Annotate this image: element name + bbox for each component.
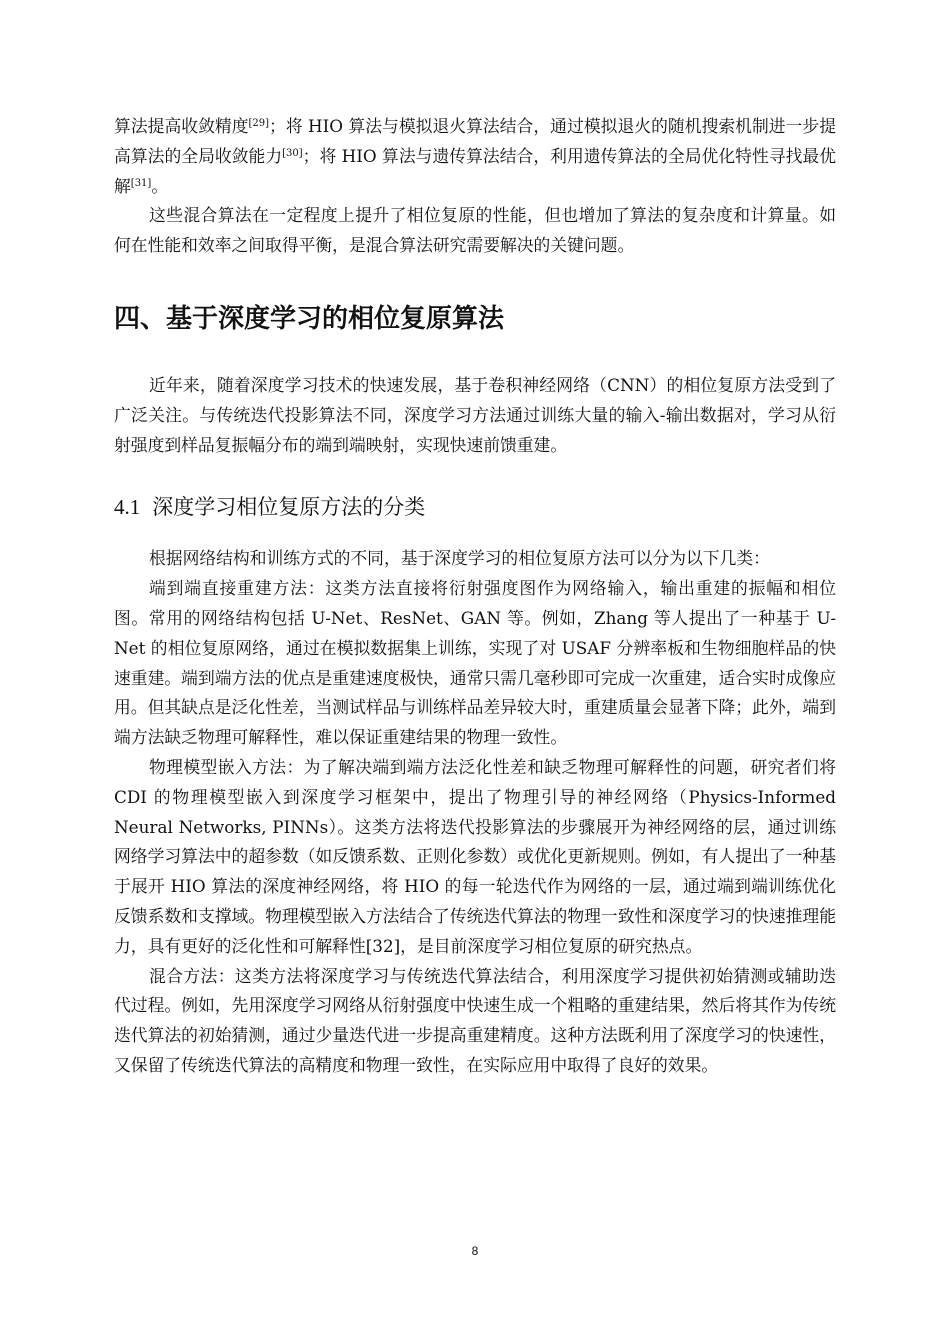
subsection-heading [114, 492, 836, 522]
text-run: ；将 HIO 算法与遗传算法结合，利用遗传算法的全局优化特性寻找最优解 [114, 145, 836, 196]
citation-30: [30] [282, 147, 303, 159]
citation-29: [29] [248, 118, 270, 129]
citation-31: [31] [130, 177, 152, 189]
subsection-number: 4.1 [114, 495, 141, 520]
paragraph-dl-intro: 近年来，随着深度学习技术的快速发展，基于卷积神经网络（CNN）的相位复原方法受到了广泛关注。与传统迭代投影算法不同，深度学习方法通过训练大量的输入-输出数据对，学习从衍射强度到样品复振幅分布的端到端映射，实现快速前馈重建。 [114, 374, 836, 455]
paragraph-end-to-end: 端到端直接重建方法：这类方法直接将衍射强度图作为网络输入，输出重建的振幅和相位图。常用的网络结构包括 U-Net、ResNet、GAN 等。例如，Zhang 等人提出了一种基于 U-Net 的相位复原网络，通过在模拟数据集上训练，实现了对 USAF 分辨率板和生物细胞样品的快速重建。端到端方法的优点是重建速度极快，通常只需几毫秒即可完成一次重建，适合实时成像应用。但其缺点是泛化性差，当测试样品与训练样品差异较大时，重建质量会显著下降；此外，端到端方法缺乏物理可解释性，难以保证重建结果的物理一致性。 [114, 578, 836, 748]
page-content [114, 112, 836, 1081]
paragraph-physics-embedded: 物理模型嵌入方法：为了解决端到端方法泛化性差和缺乏物理可解释性的问题，研究者们将 CDI 的物理模型嵌入到深度学习框架中，提出了物理引导的神经网络（Physics-Informed Neural Networks, PINNs）。这类方法将迭代投影算法的步骤展开为神经网络的层，通过训练网络学习算法中的超参数（如反馈系数、正则化参数）或优化更新规则。例如，有人提出了一种基于展开 HIO 算法的深度神经网络，将 HIO 的每一轮迭代作为网络的一层，通过端到端训练优化反馈系数和支撑域。物理模型嵌入方法结合了传统迭代算法的物理一致性和深度学习的快速推理能力，具有更好的泛化性和可解释性[32]，是目前深度学习相位复原的研究热点。 [114, 756, 836, 956]
page-number: 8 [471, 1244, 479, 1258]
text-run: 算法提高收敛精度 [114, 116, 249, 136]
paragraph-hybrid-algorithms [114, 112, 836, 201]
paragraph-classification-intro: 根据网络结构和训练方式的不同，基于深度学习的相位复原方法可以分为以下几类： [149, 548, 770, 569]
subsection-title: 深度学习相位复原方法的分类 [152, 495, 426, 520]
paragraph-hybrid-methods: 混合方法：这类方法将深度学习与传统迭代算法结合，利用深度学习提供初始猜测或辅助迭代过程。例如，先用深度学习网络从衍射强度中快速生成一个粗略的重建结果，然后将其作为传统迭代算法的初始猜测，通过少量迭代进一步提高重建精度。这种方法既利用了深度学习的快速性，又保留了传统迭代算法的高精度和物理一致性，在实际应用中取得了良好的效果。 [114, 965, 836, 1075]
section-heading: 四、基于深度学习的相位复原算法 [114, 303, 505, 334]
text-run: 。 [151, 175, 169, 196]
paragraph-hybrid-summary: 这些混合算法在一定程度上提升了相位复原的性能，但也增加了算法的复杂度和计算量。如何在性能和效率之间取得平衡，是混合算法研究需要解决的关键问题。 [114, 205, 836, 256]
text-run: ；将 HIO 算法与模拟退火算法结合，通过模拟退火的随机搜索机制进一步提高算法的全局收敛能力 [114, 116, 836, 166]
